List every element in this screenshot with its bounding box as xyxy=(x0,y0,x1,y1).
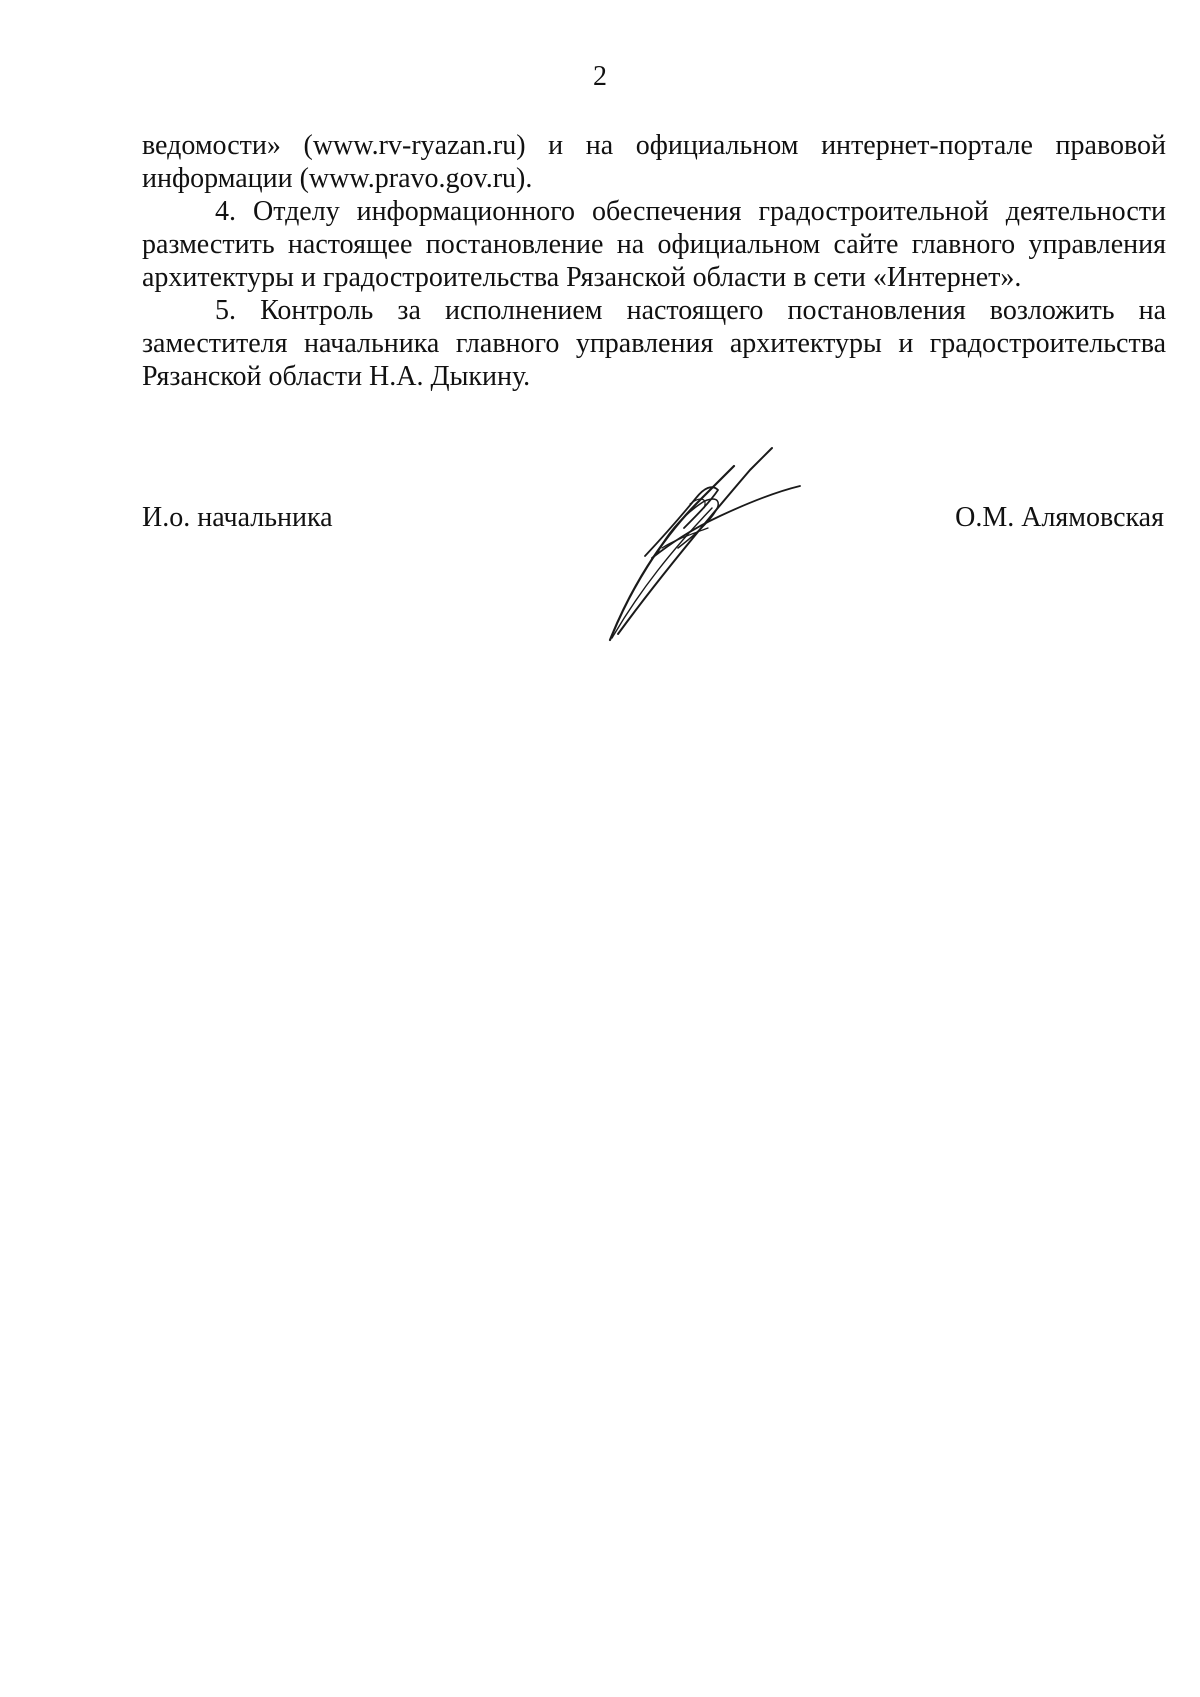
handwritten-signature xyxy=(600,440,830,650)
document-body xyxy=(142,129,1166,393)
paragraph-item-4: 4. Отделу информационного обеспечения градостроительной деятельности разместить настоящее постановление на официальном сайте главного управления архитектуры и градостроительства Рязанской области в сети «Интернет». xyxy=(142,196,1166,293)
paragraph-continuation: ведомости» (www.rv-ryazan.ru) и на официальном интернет-портале правовой информации (www.pravo.gov.ru). xyxy=(142,130,1166,194)
signer-name: О.М. Алямовская xyxy=(955,502,1164,533)
signer-title: И.о. начальника xyxy=(142,502,333,533)
paragraph-item-5: 5. Контроль за исполнением настоящего постановления возложить на заместителя начальника главного управления архитектуры и градостроительства Рязанской области Н.А. Дыкину. xyxy=(142,295,1166,392)
page-number: 2 xyxy=(593,61,607,92)
